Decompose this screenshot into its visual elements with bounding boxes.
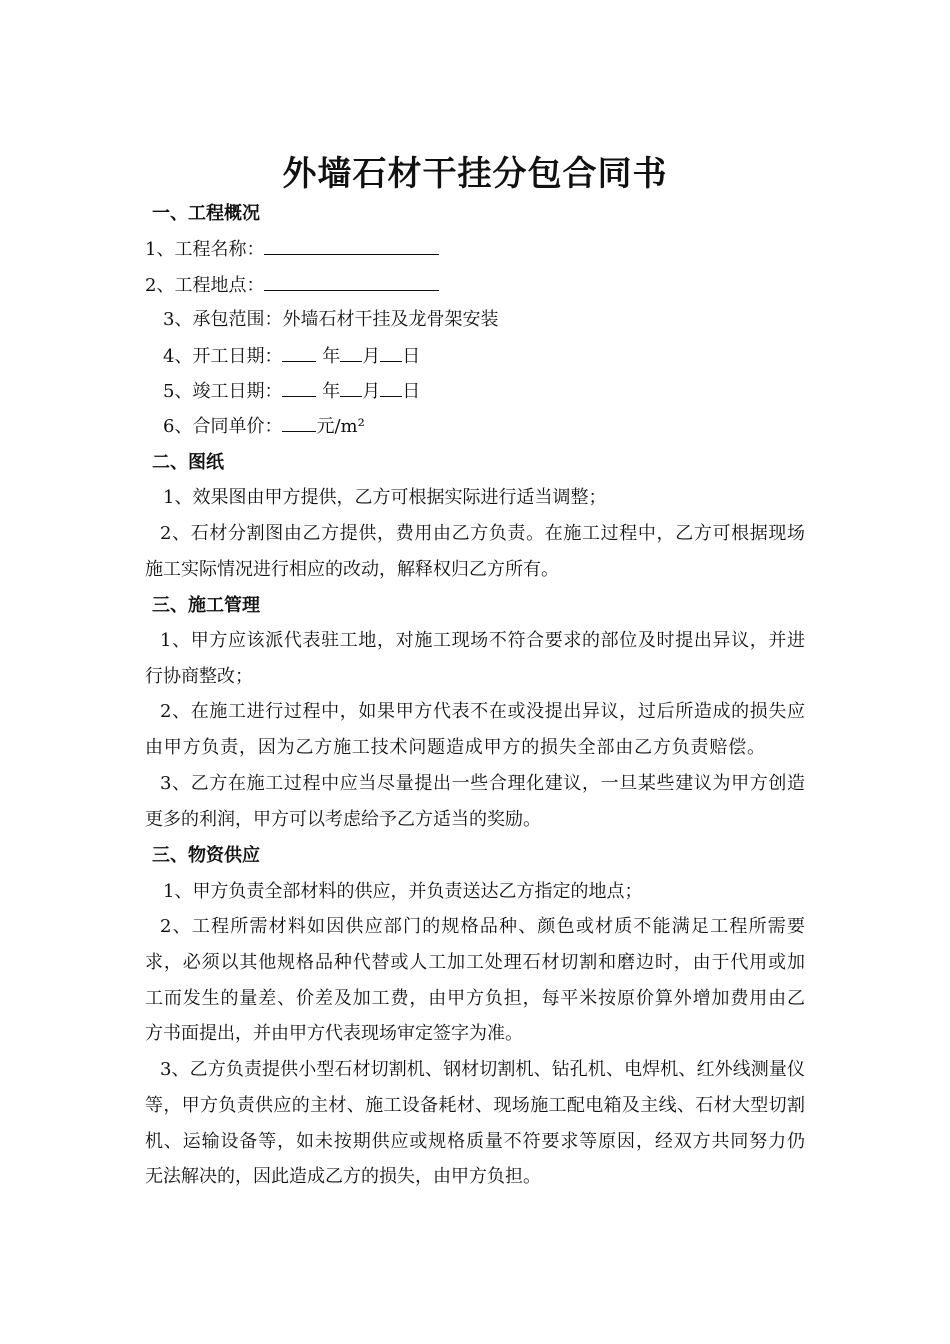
section-heading-material-supply: 三、物资供应 [152,845,260,866]
management-line: 1、甲方应该派代表驻工地，对施工现场不符合要求的部位及时提出异议，并进 [160,630,805,651]
unit-price-row [163,413,365,440]
section-heading-construction-management: 三、施工管理 [152,595,260,616]
end-day-blank [380,378,402,397]
start-month-text: 月 [362,346,381,367]
start-year-blank [282,343,316,362]
management-line: 2、在施工进行过程中，如果甲方代表不在或没提出异议，过后所造成的损失应 [160,701,805,722]
management-line: 更多的利润，甲方可以考虑给予乙方适当的奖励。 [145,809,541,830]
project-name-row [145,236,439,263]
management-line: 3、乙方在施工过程中应当尽量提出一些合理化建议，一旦某些建议为甲方创造 [160,773,805,794]
drawings-line: 施工实际情况进行相应的改动，解释权归乙方所有。 [145,559,559,580]
start-year-text: 年 [322,346,341,367]
start-date-label: 4、开工日期： [163,346,283,367]
completion-date-label: 5、竣工日期： [163,381,283,402]
project-name-blank [264,236,439,255]
supply-line: 工而发生的量差、价差及加工费，由甲方负担，每平米按原价算外增加费用由乙 [145,988,805,1009]
project-location-label: 2、工程地点： [145,275,265,296]
drawings-line: 2、石材分割图由乙方提供，费用由乙方负责。在施工过程中，乙方可根据现场 [160,523,805,544]
unit-price-blank [282,413,316,432]
end-month-text: 月 [362,381,381,402]
supply-line: 求，必须以其他规格品种代替或人工加工处理石材切割和磨边时，由于代用或加 [145,952,805,973]
management-line: 由甲方负责，因为乙方施工技术问题造成甲方的损失全部由乙方负责赔偿。 [145,737,765,758]
section-heading-drawings: 二、图纸 [152,452,224,473]
project-location-blank [264,272,439,291]
supply-line: 3、乙方负责提供小型石材切割机、钢材切割机、钻孔机、电焊机、红外线测量仪 [160,1059,805,1080]
start-day-blank [380,343,402,362]
document-title: 外墙石材干挂分包合同书 [282,154,668,194]
start-day-text: 日 [402,346,421,367]
supply-line: 方书面提出，并由甲方代表现场审定签字为准。 [145,1023,523,1044]
contract-scope: 3、承包范围：外墙石材干挂及龙骨架安装 [163,309,499,330]
project-location-row [145,272,439,299]
end-day-text: 日 [402,381,421,402]
management-line: 行协商整改； [145,666,253,687]
supply-line: 机、运输设备等，如未按期供应或规格质量不符要求等原因，经双方共同努力仍 [145,1131,805,1152]
end-year-text: 年 [322,381,341,402]
unit-price-unit: 元/m² [316,416,365,437]
start-month-blank [340,343,362,362]
supply-line: 无法解决的，因此造成乙方的损失，由甲方负担。 [145,1166,541,1187]
supply-line: 1、甲方负责全部材料的供应，并负责送达乙方指定的地点； [163,881,643,902]
project-name-label: 1、工程名称： [145,239,265,260]
end-year-blank [282,378,316,397]
supply-line: 2、工程所需材料如因供应部门的规格品种、颜色或材质不能满足工程所需要 [160,916,805,937]
drawings-line: 1、效果图由甲方提供，乙方可根据实际进行适当调整； [163,487,607,508]
start-date-row [163,343,420,370]
unit-price-label: 6、合同单价： [163,416,283,437]
end-month-blank [340,378,362,397]
completion-date-row [163,378,420,405]
section-heading-overview: 一、工程概况 [152,203,260,224]
supply-line: 等，甲方负责供应的主材、施工设备耗材、现场施工配电箱及主线、石材大型切割 [145,1095,805,1116]
